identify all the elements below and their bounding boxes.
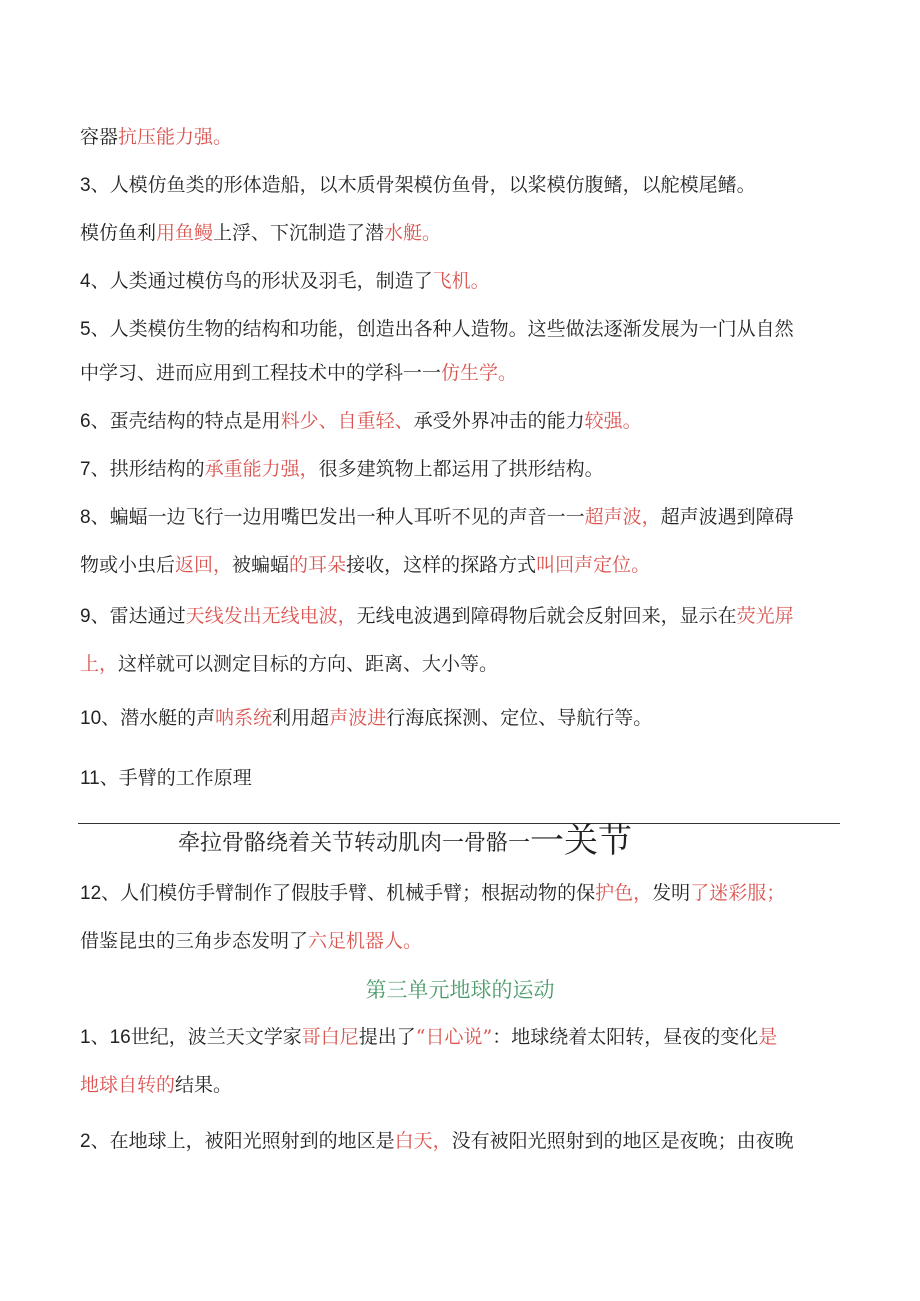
- item-number: 7: [80, 459, 91, 480]
- body-text: 、拱形结构的: [90, 458, 205, 480]
- highlight-text: 返回，: [175, 554, 233, 576]
- highlight-text: 抗压能力强。: [118, 126, 233, 148]
- text-line-17: [80, 1024, 850, 1051]
- body-text: 无线电波遇到障碍物后就会反射回来，显示在: [356, 605, 737, 627]
- body-text: 这样就可以测定目标的方向、距离、大小等。: [118, 653, 499, 675]
- body-text: 发明: [652, 882, 691, 904]
- diagram-label: 牵拉骨骼绕着关节转动肌肉一骨骼一: [178, 831, 531, 856]
- item-number: 11: [80, 768, 100, 789]
- body-text: 世纪，波兰天文学家: [130, 1026, 302, 1048]
- text-line-7: [80, 408, 850, 435]
- highlight-text: 是: [758, 1026, 778, 1048]
- body-text: 、雷达通过: [90, 605, 186, 627]
- item-number: 8: [80, 507, 91, 528]
- body-text: 接收，这样的探路方式: [346, 554, 537, 576]
- highlight-text: 哥白尼: [301, 1026, 359, 1048]
- item-number: 9: [80, 606, 91, 627]
- highlight-text: 用鱼鳗: [156, 222, 214, 244]
- highlight-text: 护色，: [595, 882, 653, 904]
- body-text: 超声波遇到障碍: [660, 506, 794, 528]
- body-text: 提出了: [358, 1026, 416, 1048]
- body-text: 、人模仿鱼类的形体造船，以木质骨架模仿鱼骨，以桨模仿腹鳍，以舵模尾鳍。: [90, 174, 756, 196]
- body-text: 、蝙蝠一边飞行一边用嘴巴发出一种人耳听不见的声音一一: [90, 506, 585, 528]
- highlight-text: 了迷彩服；: [690, 882, 786, 904]
- highlight-text: 白天，: [394, 1130, 452, 1152]
- highlight-text: 呐系统: [215, 707, 273, 729]
- highlight-text: 叫回声定位。: [536, 554, 651, 576]
- text-line-3: [80, 220, 850, 246]
- body-text: 、人类通过模仿鸟的形状及羽毛，制造了: [90, 270, 433, 292]
- body-text: 承受外界冲击的能力: [413, 410, 585, 432]
- highlight-text: “日心说”: [415, 1026, 493, 1048]
- highlight-text: 仿生学。: [441, 362, 518, 384]
- body-text: 很多建筑物上都运用了拱形结构。: [318, 458, 604, 480]
- body-text: 借鉴昆虫的三角步态发明了: [80, 930, 309, 952]
- body-text: 、人们模仿手臂制作了假肢手臂、机械手臂；根据动物的保: [101, 882, 596, 904]
- body-text: 物或小虫后: [80, 554, 176, 576]
- highlight-text: 声波进: [329, 707, 387, 729]
- text-line-9: [80, 504, 850, 531]
- item-number: 10: [80, 708, 102, 729]
- highlight-text: 料少、自重轻、: [280, 410, 414, 432]
- body-text: 中学习、进而应用到工程技术中的学科一一: [80, 362, 442, 384]
- arm-principle-diagram-text: [178, 821, 633, 861]
- body-text: 容器: [80, 126, 119, 148]
- highlight-text: 飞机。: [432, 270, 490, 292]
- highlight-text: 荧光屏: [736, 605, 794, 627]
- body-text: 、: [90, 1026, 110, 1048]
- body-text: 、在地球上，被阳光照射到的地区是: [90, 1130, 395, 1152]
- highlight-text: 地球自转的: [80, 1074, 176, 1096]
- text-line-16: [80, 928, 850, 954]
- text-line-14: [80, 765, 850, 792]
- body-text: 被蝙蝠: [232, 554, 290, 576]
- item-number: 3: [80, 175, 91, 196]
- item-number: 4: [80, 271, 91, 292]
- body-text: 上浮、下沉制造了潜: [213, 222, 385, 244]
- highlight-text: 水艇。: [384, 222, 442, 244]
- text-line-4: [80, 268, 850, 295]
- highlight-text: 超声波，: [584, 506, 661, 528]
- highlight-text: 天线发出无线电波，: [185, 605, 357, 627]
- body-text: 结果。: [175, 1074, 233, 1096]
- divider-line: [78, 823, 840, 824]
- body-text: 、蛋壳结构的特点是用: [90, 410, 281, 432]
- highlight-text: 上，: [80, 653, 119, 675]
- body-text: 利用超: [272, 707, 330, 729]
- diagram-label-large: 一关节: [530, 821, 633, 861]
- body-text: ：地球绕着太阳转，昼夜的变化: [492, 1026, 759, 1048]
- text-line-19: [80, 1128, 850, 1155]
- text-line-5: [80, 316, 850, 343]
- text-line-12: [80, 651, 850, 677]
- text-line-2: [80, 172, 850, 199]
- body-text: 模仿鱼利: [80, 222, 157, 244]
- body-text: 没有被阳光照射到的地区是夜晚；由夜晚: [451, 1130, 794, 1152]
- highlight-text: 承重能力强，: [204, 458, 319, 480]
- body-text: 、人类模仿生物的结构和功能，创造出各种人造物。这些做法逐渐发展为一门从自然: [90, 318, 794, 340]
- text-line-15: [80, 880, 850, 907]
- text-line-8: [80, 456, 850, 483]
- highlight-text: 的耳朵: [289, 554, 347, 576]
- highlight-text: 六足机器人。: [308, 930, 423, 952]
- item-number: 6: [80, 411, 91, 432]
- item-number: 12: [80, 883, 102, 904]
- text-line-11: [80, 603, 850, 630]
- item-number: 5: [80, 319, 91, 340]
- text-line-1: [80, 124, 850, 150]
- text-line-10: [80, 552, 850, 578]
- highlight-text: 较强。: [584, 410, 642, 432]
- body-text: 、潜水艇的声: [101, 707, 216, 729]
- item-number: 1: [80, 1027, 91, 1048]
- text-line-18: [80, 1072, 850, 1098]
- item-number: 2: [80, 1131, 91, 1152]
- century-number: 16: [109, 1027, 131, 1048]
- body-text: 、手臂的工作原理: [99, 767, 252, 789]
- body-text: 行海底探测、定位、导航行等。: [386, 707, 653, 729]
- text-line-6: [80, 360, 850, 386]
- unit-heading: 第三单元地球的运动: [365, 978, 555, 1002]
- text-line-13: [80, 705, 850, 732]
